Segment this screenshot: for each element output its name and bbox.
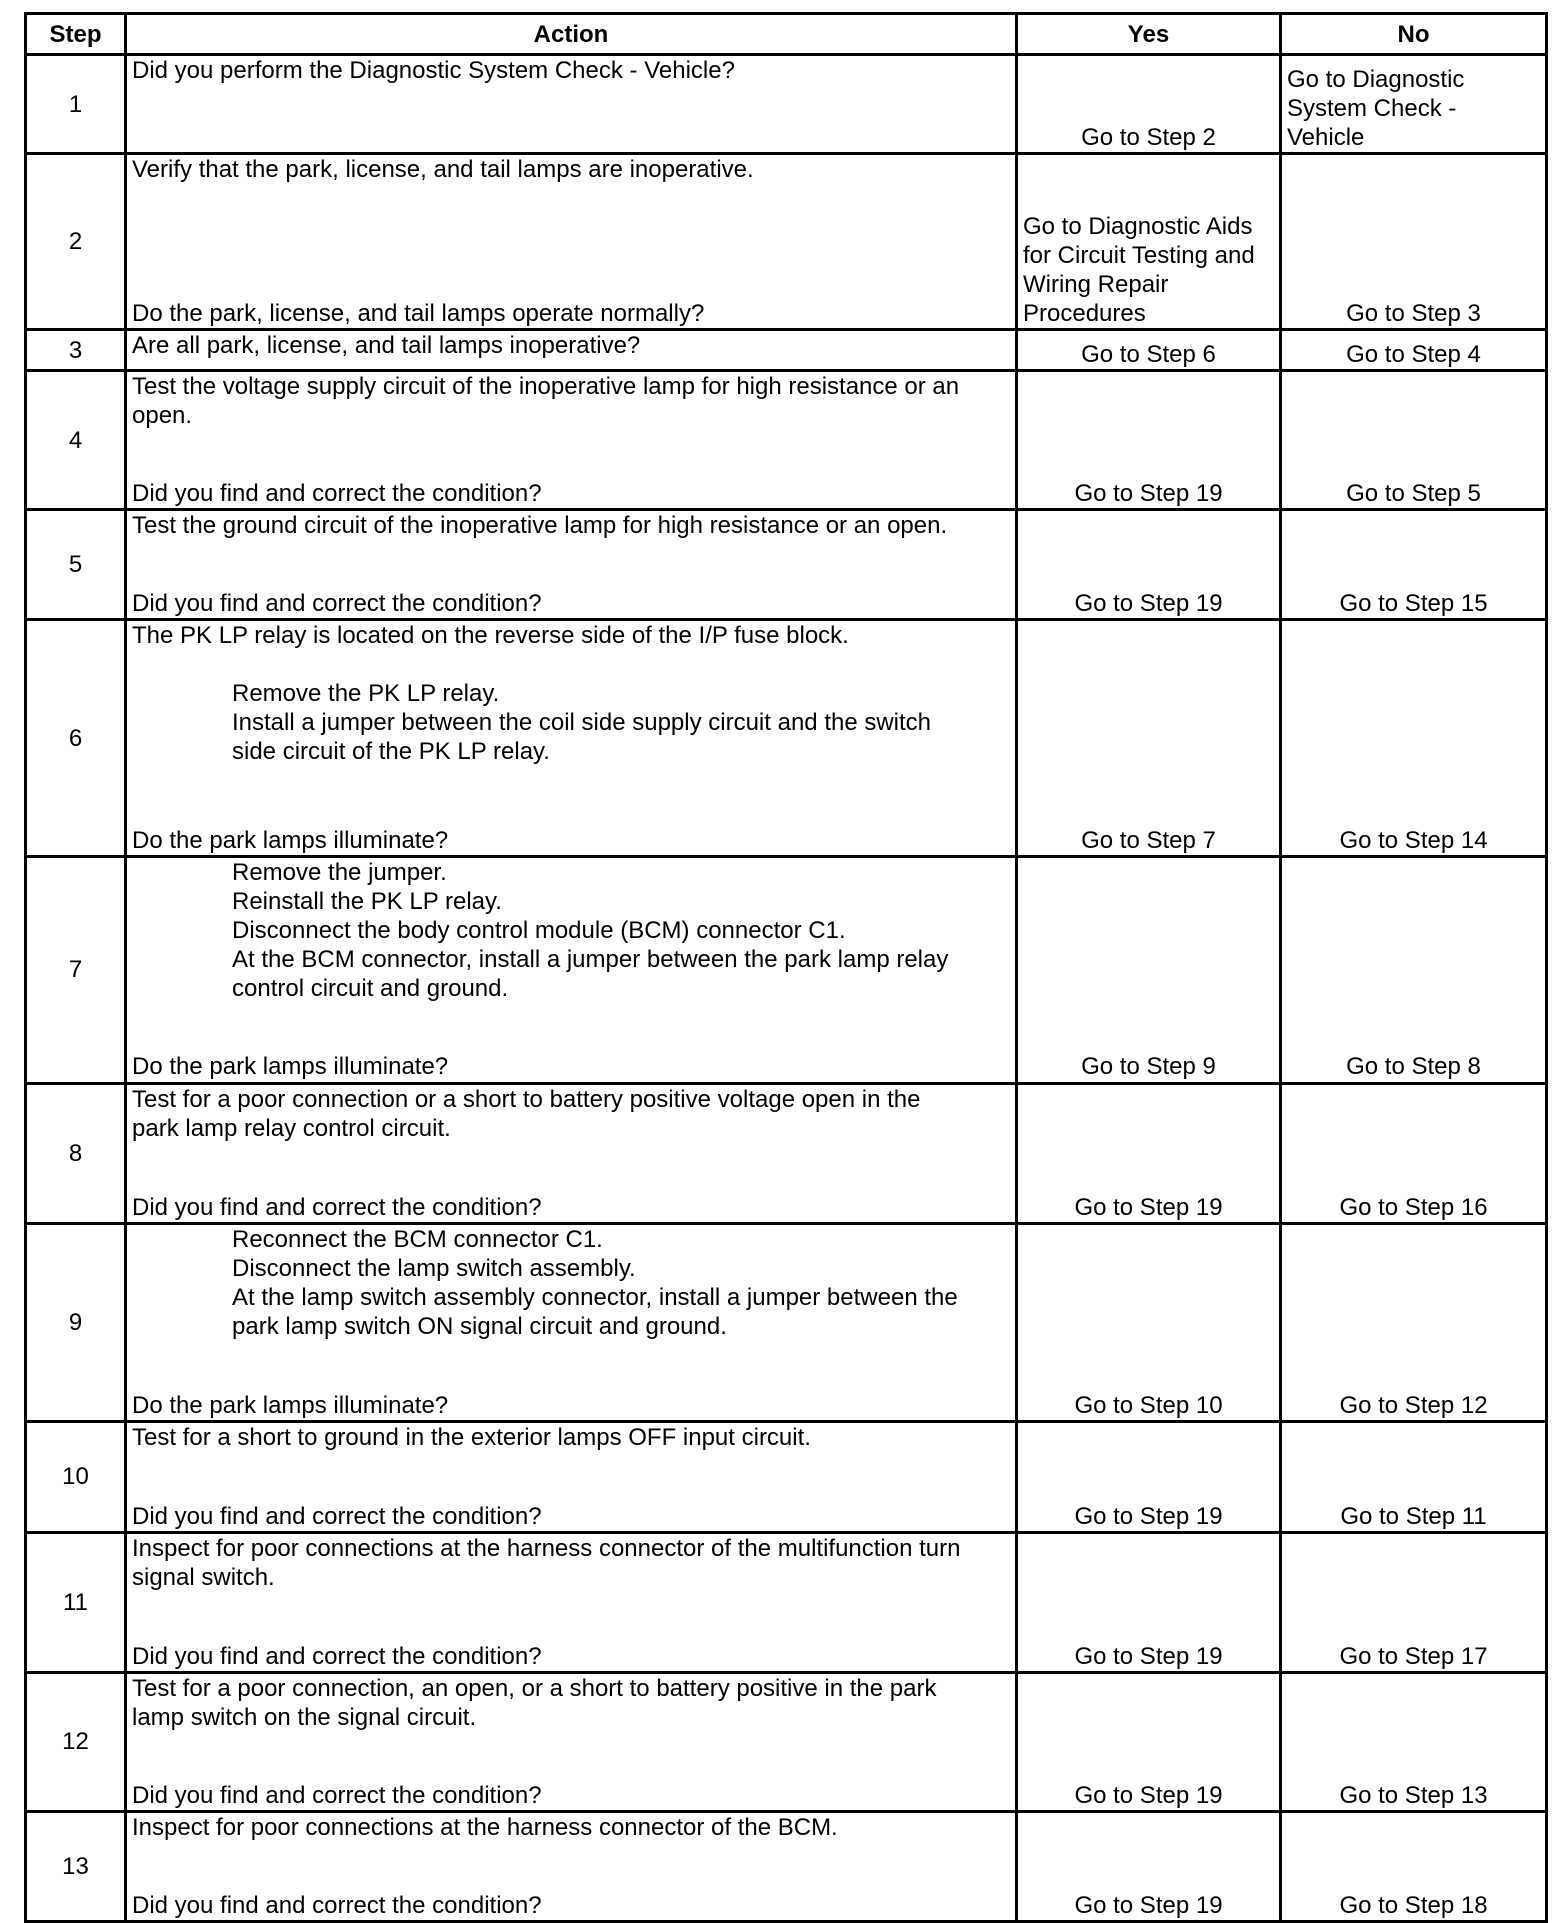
yes-result-cell (1017, 1223, 1281, 1421)
no-result: Go to Step 12 (1339, 1391, 1488, 1419)
action-cell (126, 330, 1017, 371)
action-cell (126, 857, 1017, 1083)
no-result: Go to Step 11 (1340, 1502, 1487, 1530)
step-number: 1 (26, 55, 126, 154)
step-number: 9 (26, 1223, 126, 1421)
no-result-cell (1281, 154, 1547, 330)
no-result: Go to Step 5 (1346, 480, 1481, 508)
action-text: Are all park, license, and tail lamps inoperative? (132, 332, 641, 360)
yes-result-cell (1017, 154, 1281, 330)
yes-result: Go to Step 19 (1074, 590, 1223, 618)
yes-result-cell (1017, 1421, 1281, 1532)
action-step: Install a jumper between the coil side supply circuit and the switch side circuit of the PK LP relay. (232, 709, 932, 766)
header-action: Action (126, 14, 1017, 55)
yes-result: Go to Step 6 (1081, 341, 1216, 369)
yes-result: Go to Step 19 (1074, 1891, 1223, 1919)
action-content (132, 1085, 1010, 1222)
action-step: Disconnect the body control module (BCM) connector C1. (232, 917, 846, 945)
action-cell (126, 1421, 1017, 1532)
no-result-cell (1281, 510, 1547, 620)
diagnostic-table (24, 12, 1548, 1923)
action-question: Do the park, license, and tail lamps operate normally? (132, 300, 705, 328)
no-content (1287, 56, 1540, 152)
no-result: Go to Step 15 (1339, 590, 1488, 618)
action-question: Did you find and correct the condition? (132, 1502, 542, 1530)
table-row (26, 1421, 1547, 1532)
action-content (132, 621, 1010, 855)
no-result-cell (1281, 1223, 1547, 1421)
action-step: Disconnect the lamp switch assembly. (232, 1254, 636, 1282)
yes-result-cell (1017, 330, 1281, 371)
yes-content (1023, 1423, 1274, 1531)
no-result: Go to Step 14 (1339, 827, 1488, 855)
action-content (132, 858, 1010, 1081)
step-number: 12 (26, 1672, 126, 1811)
table-row (26, 1811, 1547, 1921)
action-step: Reinstall the PK LP relay. (232, 888, 502, 916)
step-number: 4 (26, 371, 126, 510)
table-row (26, 620, 1547, 857)
action-content (132, 1534, 1010, 1671)
no-result: Go to Step 8 (1346, 1053, 1481, 1081)
yes-result: Go to Step 7 (1081, 827, 1216, 855)
no-result-cell (1281, 371, 1547, 510)
yes-content (1023, 1813, 1274, 1920)
action-question: Did you find and correct the condition? (132, 1193, 542, 1221)
action-content (132, 331, 1010, 369)
table-row (26, 1672, 1547, 1811)
action-text: The PK LP relay is located on the reverse side of the I/P fuse block. (132, 622, 849, 650)
yes-result: Go to Step 19 (1074, 1193, 1223, 1221)
yes-content (1023, 331, 1274, 369)
no-result-cell (1281, 1811, 1547, 1921)
action-question: Did you find and correct the condition? (132, 1642, 542, 1670)
action-cell (126, 55, 1017, 154)
yes-content (1023, 511, 1274, 618)
step-number: 7 (26, 857, 126, 1083)
no-result-cell (1281, 1421, 1547, 1532)
table-row (26, 55, 1547, 154)
no-content (1287, 621, 1540, 855)
no-content (1287, 155, 1540, 328)
yes-result: Go to Step 10 (1074, 1391, 1223, 1419)
no-content (1287, 331, 1540, 369)
action-cell (126, 1532, 1017, 1672)
no-content (1287, 1225, 1540, 1420)
yes-content (1023, 858, 1274, 1081)
yes-result: Go to Step 2 (1081, 124, 1216, 151)
step-number: 5 (26, 510, 126, 620)
no-result-cell (1281, 857, 1547, 1083)
action-steps-list (132, 679, 1010, 766)
action-text: Test for a short to ground in the exterior lamps OFF input circuit. (132, 1423, 811, 1451)
table-row (26, 330, 1547, 371)
no-content (1287, 1423, 1540, 1531)
table-row (26, 1223, 1547, 1421)
no-content (1287, 1534, 1540, 1671)
action-step: At the BCM connector, install a jumper between the park lamp relay control circuit and ground. (232, 946, 949, 1003)
yes-result-cell (1017, 857, 1281, 1083)
action-text: Inspect for poor connections at the harness connector of the BCM. (132, 1813, 838, 1841)
yes-content (1023, 1674, 1274, 1810)
step-number: 8 (26, 1083, 126, 1223)
action-text: Test the ground circuit of the inoperative lamp for high resistance or an open. (132, 512, 948, 540)
action-question: Did you find and correct the condition? (132, 480, 542, 508)
action-content (132, 1225, 1010, 1420)
no-content (1287, 1674, 1540, 1810)
yes-result-cell (1017, 1083, 1281, 1223)
no-result: Go to Step 4 (1346, 341, 1481, 369)
no-content (1287, 1085, 1540, 1222)
action-text: Inspect for poor connections at the harness connector of the multifunction turn signal switch. (132, 1534, 961, 1591)
table-row (26, 510, 1547, 620)
step-number: 6 (26, 620, 126, 857)
yes-result-cell (1017, 510, 1281, 620)
no-result-cell (1281, 1083, 1547, 1223)
yes-result: Go to Step 19 (1074, 1642, 1223, 1670)
action-text: Verify that the park, license, and tail lamps are inoperative. (132, 156, 754, 184)
action-text: Test for a poor connection or a short to battery positive voltage open in the park lamp relay control circuit. (132, 1085, 921, 1142)
yes-content (1023, 372, 1274, 508)
action-question: Do the park lamps illuminate? (132, 827, 449, 855)
no-result: Go to Step 3 (1346, 300, 1481, 328)
action-cell (126, 1083, 1017, 1223)
no-result: Go to Step 17 (1339, 1642, 1488, 1670)
header-yes: Yes (1017, 14, 1281, 55)
yes-result-cell (1017, 1811, 1281, 1921)
action-content (132, 1674, 1010, 1810)
no-content (1287, 511, 1540, 618)
yes-content (1023, 1534, 1274, 1671)
yes-content (1023, 155, 1274, 328)
no-result: Go to Step 18 (1339, 1891, 1488, 1919)
step-number: 3 (26, 330, 126, 371)
action-question: Did you find and correct the condition? (132, 590, 542, 618)
action-content (132, 1423, 1010, 1531)
yes-result: Go to Diagnostic Aids for Circuit Testing and Wiring Repair Procedures (1023, 213, 1255, 328)
action-question: Did you find and correct the condition? (132, 1781, 542, 1809)
header-no: No (1281, 14, 1547, 55)
action-cell (126, 1223, 1017, 1421)
no-result: Go to Diagnostic System Check - Vehicle (1287, 66, 1465, 151)
yes-result: Go to Step 19 (1074, 1781, 1223, 1809)
action-question: Did you find and correct the condition? (132, 1891, 542, 1919)
action-step: Reconnect the BCM connector C1. (232, 1225, 603, 1253)
action-content (132, 511, 1010, 618)
table-row (26, 1083, 1547, 1223)
no-result-cell (1281, 55, 1547, 154)
no-content (1287, 858, 1540, 1081)
no-result-cell (1281, 1532, 1547, 1672)
action-step: Remove the jumper. (232, 859, 447, 887)
action-steps-list (132, 858, 1010, 1003)
action-content (132, 372, 1010, 508)
action-cell (126, 371, 1017, 510)
action-step: Remove the PK LP relay. (232, 680, 500, 708)
action-content (132, 155, 1010, 328)
table-row (26, 1532, 1547, 1672)
yes-content (1023, 1225, 1274, 1420)
yes-content (1023, 621, 1274, 855)
table-row (26, 371, 1547, 510)
no-content (1287, 372, 1540, 508)
no-result: Go to Step 13 (1339, 1781, 1488, 1809)
table-row (26, 154, 1547, 330)
yes-result-cell (1017, 1532, 1281, 1672)
action-cell (126, 510, 1017, 620)
action-text: Test for a poor connection, an open, or a short to battery positive in the park lamp switch on the signal circuit. (132, 1674, 937, 1731)
no-result-cell (1281, 330, 1547, 371)
yes-result-cell (1017, 371, 1281, 510)
action-content (132, 1813, 1010, 1920)
yes-result: Go to Step 9 (1081, 1053, 1216, 1081)
action-text: Test the voltage supply circuit of the inoperative lamp for high resistance or an open. (132, 373, 960, 430)
action-cell (126, 620, 1017, 857)
yes-result-cell (1017, 1672, 1281, 1811)
action-steps-list (132, 1225, 1010, 1341)
header-step: Step (26, 14, 126, 55)
no-content (1287, 1813, 1540, 1920)
no-result-cell (1281, 620, 1547, 857)
table-row (26, 857, 1547, 1083)
yes-content (1023, 56, 1274, 152)
yes-result-cell (1017, 55, 1281, 154)
action-step: At the lamp switch assembly connector, install a jumper between the park lamp switch ON signal circuit and ground. (232, 1283, 958, 1340)
action-cell (126, 1672, 1017, 1811)
yes-result: Go to Step 19 (1074, 480, 1223, 508)
action-cell (126, 1811, 1017, 1921)
yes-result: Go to Step 19 (1074, 1502, 1223, 1530)
header-row (26, 14, 1547, 55)
yes-result-cell (1017, 620, 1281, 857)
step-number: 13 (26, 1811, 126, 1921)
action-text: Did you perform the Diagnostic System Check - Vehicle? (132, 57, 735, 84)
action-question: Do the park lamps illuminate? (132, 1391, 449, 1419)
action-content (132, 56, 1010, 152)
step-number: 11 (26, 1532, 126, 1672)
no-result-cell (1281, 1672, 1547, 1811)
action-cell (126, 154, 1017, 330)
no-result: Go to Step 16 (1339, 1193, 1488, 1221)
step-number: 2 (26, 154, 126, 330)
yes-content (1023, 1085, 1274, 1222)
action-question: Do the park lamps illuminate? (132, 1053, 449, 1081)
step-number: 10 (26, 1421, 126, 1532)
